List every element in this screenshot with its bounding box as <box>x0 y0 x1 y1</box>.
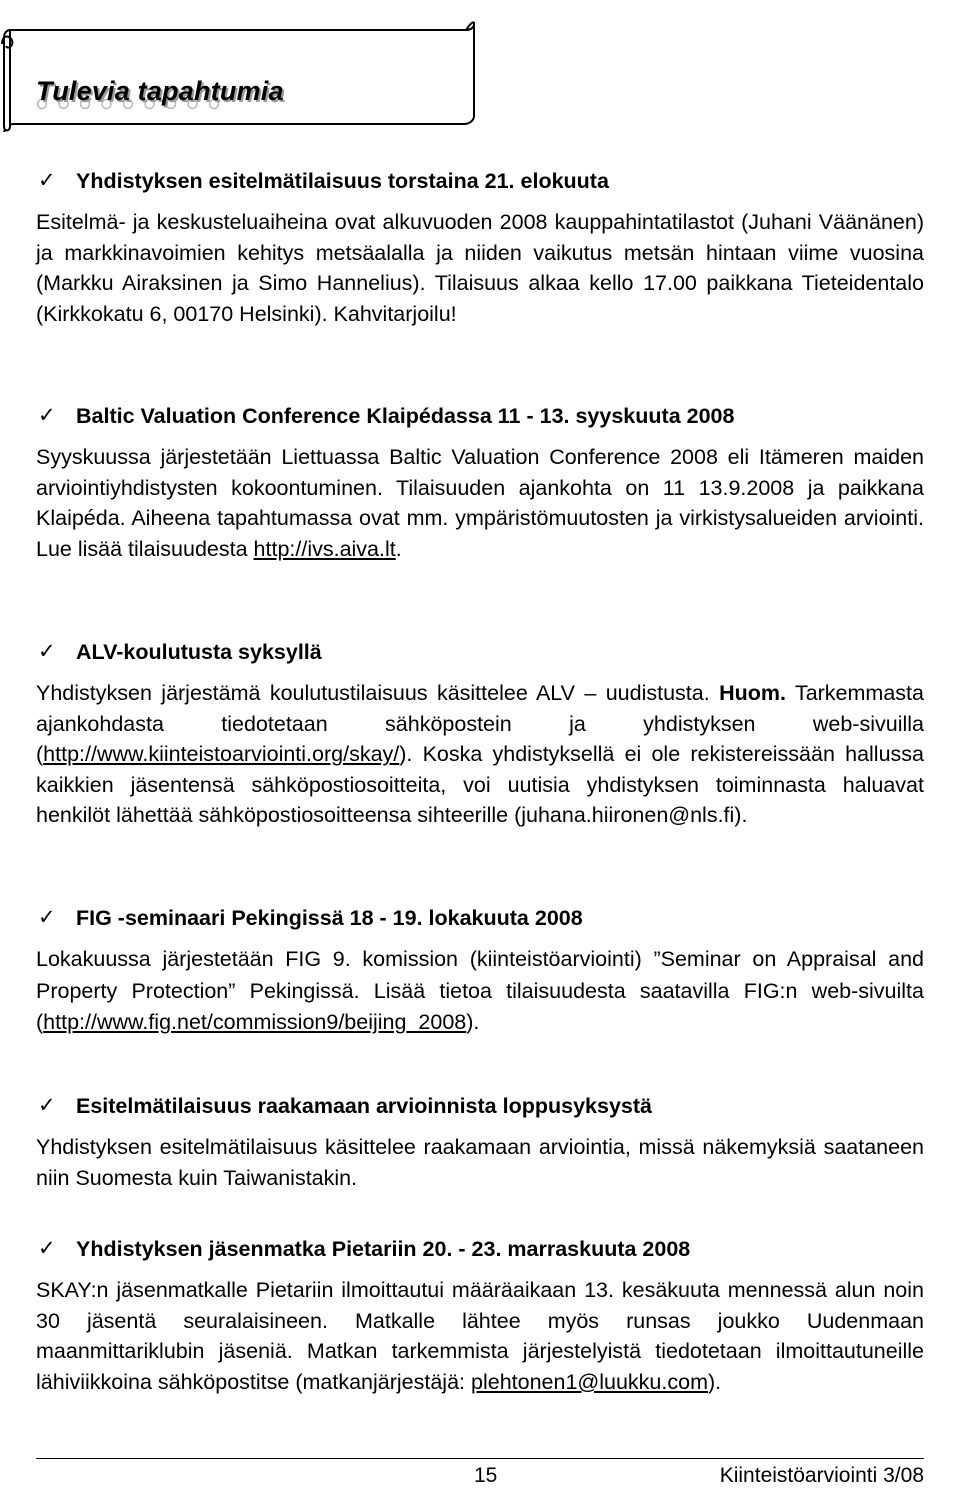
page-footer <box>0 1462 960 1486</box>
section-heading <box>36 902 924 934</box>
heading-text: Yhdistyksen jäsenmatka Pietariin 20. - 23. marraskuuta 2008 <box>76 1237 691 1261</box>
event-section-member-meeting <box>36 165 924 329</box>
checkmark-icon: ✓ <box>38 169 56 192</box>
heading-text: FIG -seminaari Pekingissä 18 - 19. lokakuuta 2008 <box>76 906 583 930</box>
event-section-baltic-conference <box>36 400 924 564</box>
section-paragraph <box>36 1275 924 1397</box>
section-heading <box>36 1090 924 1122</box>
section-heading <box>36 400 924 432</box>
checkmark-icon: ✓ <box>38 404 56 427</box>
checkmark-icon: ✓ <box>38 1094 56 1117</box>
paragraph-text: Yhdistyksen järjestämä koulutustilaisuus käsittelee ALV – uudistusta. <box>36 681 710 705</box>
ivs-link[interactable]: http://ivs.aiva.lt <box>253 536 396 561</box>
skay-website-link[interactable]: http://www.kiinteistoarviointi.org/skay/ <box>43 742 400 767</box>
heading-text: ALV-koulutusta syksyllä <box>76 640 322 664</box>
paragraph-text: Esitelmä- ja keskusteluaiheina ovat alkuvuoden 2008 kauppahintatilastot (Juhani Väänänen) ja markkinavoimien kehitys metsäalalla ja niiden vaikutus metsän hintaan viime vuosina (Markku Airaksinen ja Simo Hannelius). Tilaisuus alkaa kello 17.00 paikkana Tieteidentalo (Kirkkokatu 6, 00170 Helsinki). Kahvitarjoilu! <box>36 210 924 326</box>
note-label: Huom. <box>719 681 786 705</box>
section-heading <box>36 636 924 668</box>
checkmark-icon: ✓ <box>38 1237 56 1260</box>
event-section-vat-training <box>36 636 924 831</box>
scroll-banner-shape <box>0 16 482 132</box>
fig-website-link[interactable]: http://www.fig.net/commission9/beijing_2008 <box>43 1010 467 1034</box>
paragraph-end: ). <box>466 1010 480 1034</box>
event-section-raw-land <box>36 1090 924 1193</box>
section-heading <box>36 165 924 197</box>
event-section-st-petersburg-trip <box>36 1233 924 1397</box>
heading-text: Yhdistyksen esitelmätilaisuus torstaina 21. elokuuta <box>76 169 609 193</box>
paragraph-end: ). <box>707 1369 722 1394</box>
paragraph-text: Tarkemmasta ajankohdasta tiedotetaan sähköpostein ja yhdistyksen web-sivuilla ( <box>36 681 924 767</box>
paragraph-end: . <box>395 536 402 561</box>
paragraph-text: SKAY:n jäsenmatkalle Pietariin ilmoittautui määräaikaan 13. kesäkuuta mennessä alun noin 30 jäsentä seuralaisineen. Matkalle lähtee myös runsas joukko Uudenmaan maanmittariklubin jäseniä. Matkan tarkemmista järjestelyistä tiedotetaan ilmoittautuneille lähiviikkoina sähköpostitse (matkanjärjestäjä: <box>36 1278 924 1394</box>
section-paragraph <box>36 442 924 564</box>
page-number: 15 <box>474 1464 498 1487</box>
footer-rule <box>36 1458 924 1459</box>
checkmark-icon: ✓ <box>38 906 56 929</box>
organizer-email-link[interactable]: plehtonen1@luukku.com <box>471 1369 708 1394</box>
event-section-fig-seminar <box>36 902 924 1039</box>
paragraph-text: Lokakuussa järjestetään FIG 9. komission (kiinteistöarviointi) ”Seminar on Appraisal and Property Protection” Pekingissä. Lisää tietoa tilaisuudesta saatavilla FIG:n web-sivuilta ( <box>36 947 924 1034</box>
paragraph-text: ). Koska yhdistyksellä ei ole rekistereissään hallussa kaikkien jäsentensä sähköpostiosoitteita, voi uutisia yhdistyksen toiminnasta haluavat henkilöt lähettää sähköpostiosoitteensa sihteerille (juhana.hiironen@nls.fi). <box>36 742 924 828</box>
paragraph-text: Yhdistyksen esitelmätilaisuus käsittelee raakamaan arviointia, missä näkemyksiä saataneen niin Suomesta kuin Taiwanistakin. <box>36 1135 924 1190</box>
section-paragraph <box>36 207 924 329</box>
publication-issue: Kiinteistöarviointi 3/08 <box>719 1464 924 1487</box>
banner-title: Tulevia tapahtumia <box>36 76 284 106</box>
section-paragraph <box>36 678 924 831</box>
paragraph-text: Syyskuussa järjestetään Liettuassa Baltic Valuation Conference 2008 eli Itämeren maiden arviointiyhdistysten kokoontuminen. Tilaisuuden ajankohta on 11 13.9.2008 ja paikkana Klaipéda. Aiheena tapahtumassa ovat mm. ympäristömuutosten ja virkistysalueiden arviointi. Lue lisää tilaisuudesta <box>36 445 924 561</box>
section-heading <box>36 1233 924 1265</box>
heading-text: Esitelmätilaisuus raakamaan arvioinnista loppusyksystä <box>76 1094 652 1118</box>
heading-text: Baltic Valuation Conference Klaipédassa 11 - 13. syyskuuta 2008 <box>76 404 735 428</box>
section-paragraph <box>36 944 924 1039</box>
checkmark-icon: ✓ <box>38 640 56 663</box>
section-banner <box>0 16 482 132</box>
section-paragraph <box>36 1132 924 1193</box>
